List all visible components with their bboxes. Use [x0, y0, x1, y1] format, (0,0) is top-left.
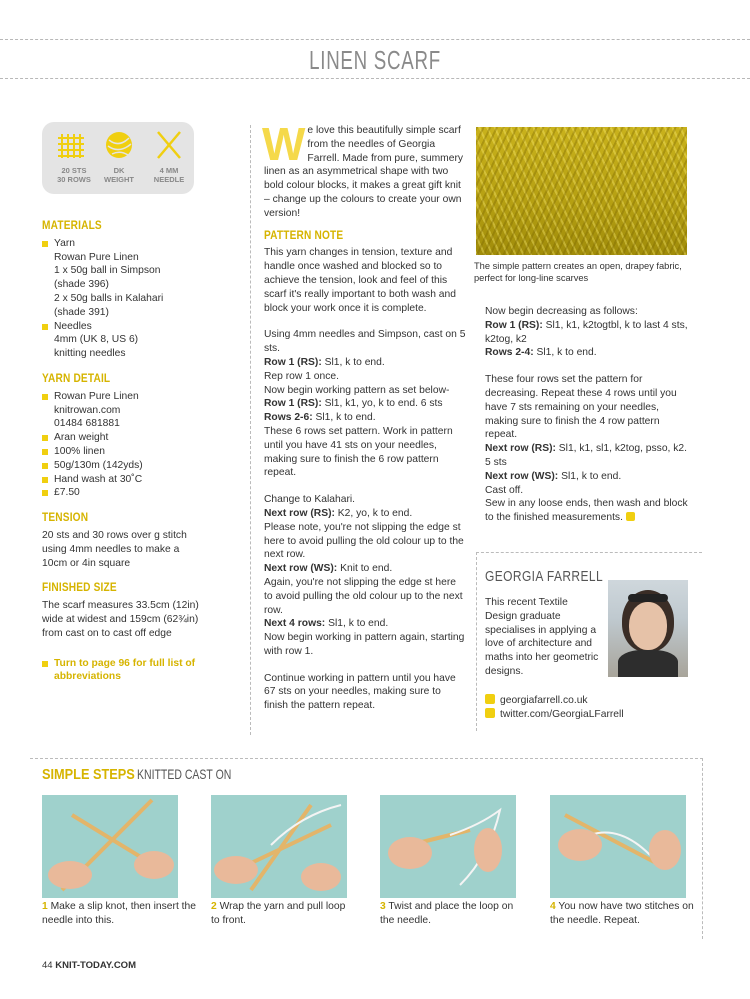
- globe-icon: [485, 694, 495, 704]
- designer-face: [629, 602, 667, 650]
- step-caption-2: 2 Wrap the yarn and pull loop to front.: [211, 901, 346, 926]
- pattern-text: Rep row 1 once.: [264, 370, 339, 382]
- photo-caption: The simple pattern creates an open, drapey fabric, perfect for long-line scarves: [474, 261, 682, 283]
- middle-column: [262, 118, 466, 713]
- pattern-row: Row 1 (RS): Sl1, k1, yo, k to end. 6 sts: [264, 398, 443, 410]
- pattern-row: Next row (WS): Knit to end.: [264, 563, 393, 575]
- finished-size-text: The scarf measures 33.5cm (12in) wide at widest and 159cm (62¾in) from cast on to cast off edge: [42, 600, 199, 639]
- list-item: 100% linen: [42, 445, 202, 459]
- end-mark-icon: [626, 512, 635, 521]
- decrease-text: Now begin decreasing as follows:: [485, 306, 638, 317]
- pattern-row: Rows 2-6: Sl1, k to end.: [264, 412, 376, 424]
- pattern-text: Again, you're not slipping the edge st here to avoid pulling the old colour up to the next row.: [264, 576, 463, 616]
- yarn-line: 2 x 50g balls in Kalahari: [54, 292, 164, 304]
- gauge-icon: [52, 128, 96, 162]
- decrease-row: Row 1 (RS): Sl1, k1, k2togtbl, k to last 4 sts, k2tog, k2: [485, 319, 688, 345]
- yarn-ball-icon: [104, 130, 134, 160]
- decrease-text: These four rows set the pattern for decreasing. Repeat these 4 rows until you have 7 sts remaining on your needles, making sure to finish the 4 row pattern repeat.: [485, 374, 677, 441]
- materials-needles-item: Needles: [42, 320, 202, 334]
- page-footer: [42, 960, 136, 971]
- pattern-text: Please note, you're not slipping the edge st here to avoid pulling the old colour up to the next row.: [264, 521, 464, 561]
- simple-steps-header: [42, 766, 263, 784]
- pattern-row: Next 4 rows: Sl1, k to end.: [264, 618, 389, 630]
- pattern-text: Now begin working in pattern again, starting with row 1.: [264, 632, 465, 657]
- pattern-text: These 6 rows set pattern. Work in pattern until you have 41 sts on your needles, making sure to finish the 6 row pattern repeat.: [264, 425, 453, 479]
- designer-links: [485, 694, 695, 722]
- step-2-illustration: [211, 795, 347, 898]
- simple-steps-subheading: KNITTED CAST ON: [137, 766, 232, 782]
- designer-twitter-link[interactable]: twitter.com/GeorgiaLFarrell: [485, 708, 695, 722]
- step-caption-3: 3 Twist and place the loop on the needle.: [380, 901, 514, 926]
- yarn-line: (shade 396): [54, 279, 109, 291]
- step-4-illustration: [550, 795, 686, 898]
- header-rule-top: [0, 39, 750, 40]
- tension-text: 20 sts and 30 rows over g stitch using 4mm needles to make a 10cm or 4in square: [42, 529, 187, 569]
- decrease-text: Sew in any loose ends, then wash and block to the finished measurements.: [485, 498, 688, 524]
- decrease-row: Rows 2-4: Sl1, k to end.: [485, 347, 597, 359]
- step-3-illustration: [380, 795, 516, 898]
- header-rule-bottom: [0, 78, 750, 79]
- materials-heading: MATERIALS: [42, 220, 102, 232]
- yarn-brand-item: Rowan Pure Linen: [42, 390, 202, 404]
- tension-heading: TENSION: [42, 512, 89, 525]
- step-caption-4: 4 You now have two stitches on the needle. Repeat.: [550, 901, 694, 926]
- decrease-text: Cast off.: [485, 484, 524, 496]
- yarn-detail-heading: YARN DETAIL: [42, 372, 111, 385]
- step-caption-1: 1 Make a slip knot, then insert the needle into this.: [42, 901, 196, 926]
- drop-cap: W: [262, 118, 306, 170]
- needles-line: knitting needles: [54, 348, 126, 360]
- right-column: [485, 305, 690, 525]
- weight-label: DK WEIGHT: [104, 166, 134, 184]
- needles-icon: [154, 128, 184, 162]
- step-photo-2: [211, 795, 347, 898]
- pattern-text: Using 4mm needles and Simpson, cast on 5 sts.: [264, 329, 466, 355]
- designer-shoulders: [618, 650, 678, 677]
- list-item: 50g/130m (142yds): [42, 459, 202, 473]
- list-item: Aran weight: [42, 431, 202, 445]
- pattern-text: Change to Kalahari.: [264, 494, 356, 506]
- simple-steps-heading: SIMPLE STEPS: [42, 766, 135, 783]
- needles-line: 4mm (UK 8, US 6): [54, 334, 139, 346]
- finished-size-heading: FINISHED SIZE: [42, 582, 117, 595]
- sunglasses-icon: [628, 594, 668, 602]
- yarn-website: knitrowan.com: [54, 404, 121, 416]
- needle-label: 4 MM NEEDLE: [153, 166, 185, 184]
- step-photo-4: [550, 795, 686, 898]
- step-1-illustration: [42, 795, 178, 898]
- intro-text: e love this beautifully simple scarf from the needles of Georgia Farrell. Made from pure, summery linen as an asymmetrical shape with two bold colour blocks, it makes a great gift knit – change up the colours to create your own version!: [264, 125, 464, 219]
- list-item: Hand wash at 30˚C: [42, 473, 202, 487]
- yarn-brand-detail: [42, 404, 202, 432]
- step-photo-1: [42, 795, 178, 898]
- gauge-label: 20 STS 30 ROWS: [57, 166, 91, 184]
- yarn-line: 1 x 50g ball in Simpson: [54, 265, 161, 277]
- pattern-row: Row 1 (RS): Sl1, k to end.: [264, 356, 385, 368]
- pattern-note-text: This yarn changes in tension, texture and handle once washed and blocked so to achieve the tension, look and feel of this scarf it's really important to both wash and block your work once it is complete.: [264, 247, 456, 314]
- pattern-text: Now begin working pattern as set below-: [264, 384, 450, 396]
- yarn-detail-list: [42, 431, 202, 500]
- pattern-text: Continue working in pattern until you have 67 sts on your needles, making sure to finish the pattern repeat.: [264, 672, 456, 712]
- left-column: [42, 208, 202, 684]
- designer-name: GEORGIA FARRELL: [485, 568, 604, 585]
- materials-needles-detail: [42, 333, 202, 361]
- pattern-note-heading: PATTERN NOTE: [264, 229, 344, 242]
- list-item: £7.50: [42, 486, 202, 500]
- abbreviations-link[interactable]: Turn to page 96 for full list of abbreviations: [42, 657, 202, 685]
- yarn-phone: 01484 681881: [54, 418, 120, 430]
- decrease-row: Next row (WS): Sl1, k to end.: [485, 470, 622, 482]
- step-photo-3: [380, 795, 516, 898]
- designer-photo: [608, 580, 688, 677]
- column-divider: [250, 125, 251, 735]
- decrease-row: Next row (RS): Sl1, k1, sl1, k2tog, psso, k2. 5 sts: [485, 443, 688, 468]
- pattern-row: Next row (RS): K2, yo, k to end.: [264, 507, 413, 519]
- yarn-line: (shade 391): [54, 306, 109, 318]
- page-title: LINEN SCARF: [309, 45, 441, 75]
- designer-bio: This recent Textile Design graduate specialises in applying a love of architecture and maths into her geometric designs.: [485, 597, 599, 677]
- materials-yarn-item: Yarn: [42, 237, 202, 251]
- scarf-fabric-photo: [476, 127, 687, 255]
- pattern-info-badge: [42, 122, 194, 194]
- page-number: 44: [42, 960, 53, 971]
- twitter-icon: [485, 708, 495, 718]
- yarn-line: Rowan Pure Linen: [54, 251, 139, 263]
- materials-yarn-detail: [42, 251, 202, 320]
- footer-site[interactable]: KNIT-TODAY.COM: [55, 960, 136, 971]
- designer-website-link[interactable]: georgiafarrell.co.uk: [485, 694, 695, 708]
